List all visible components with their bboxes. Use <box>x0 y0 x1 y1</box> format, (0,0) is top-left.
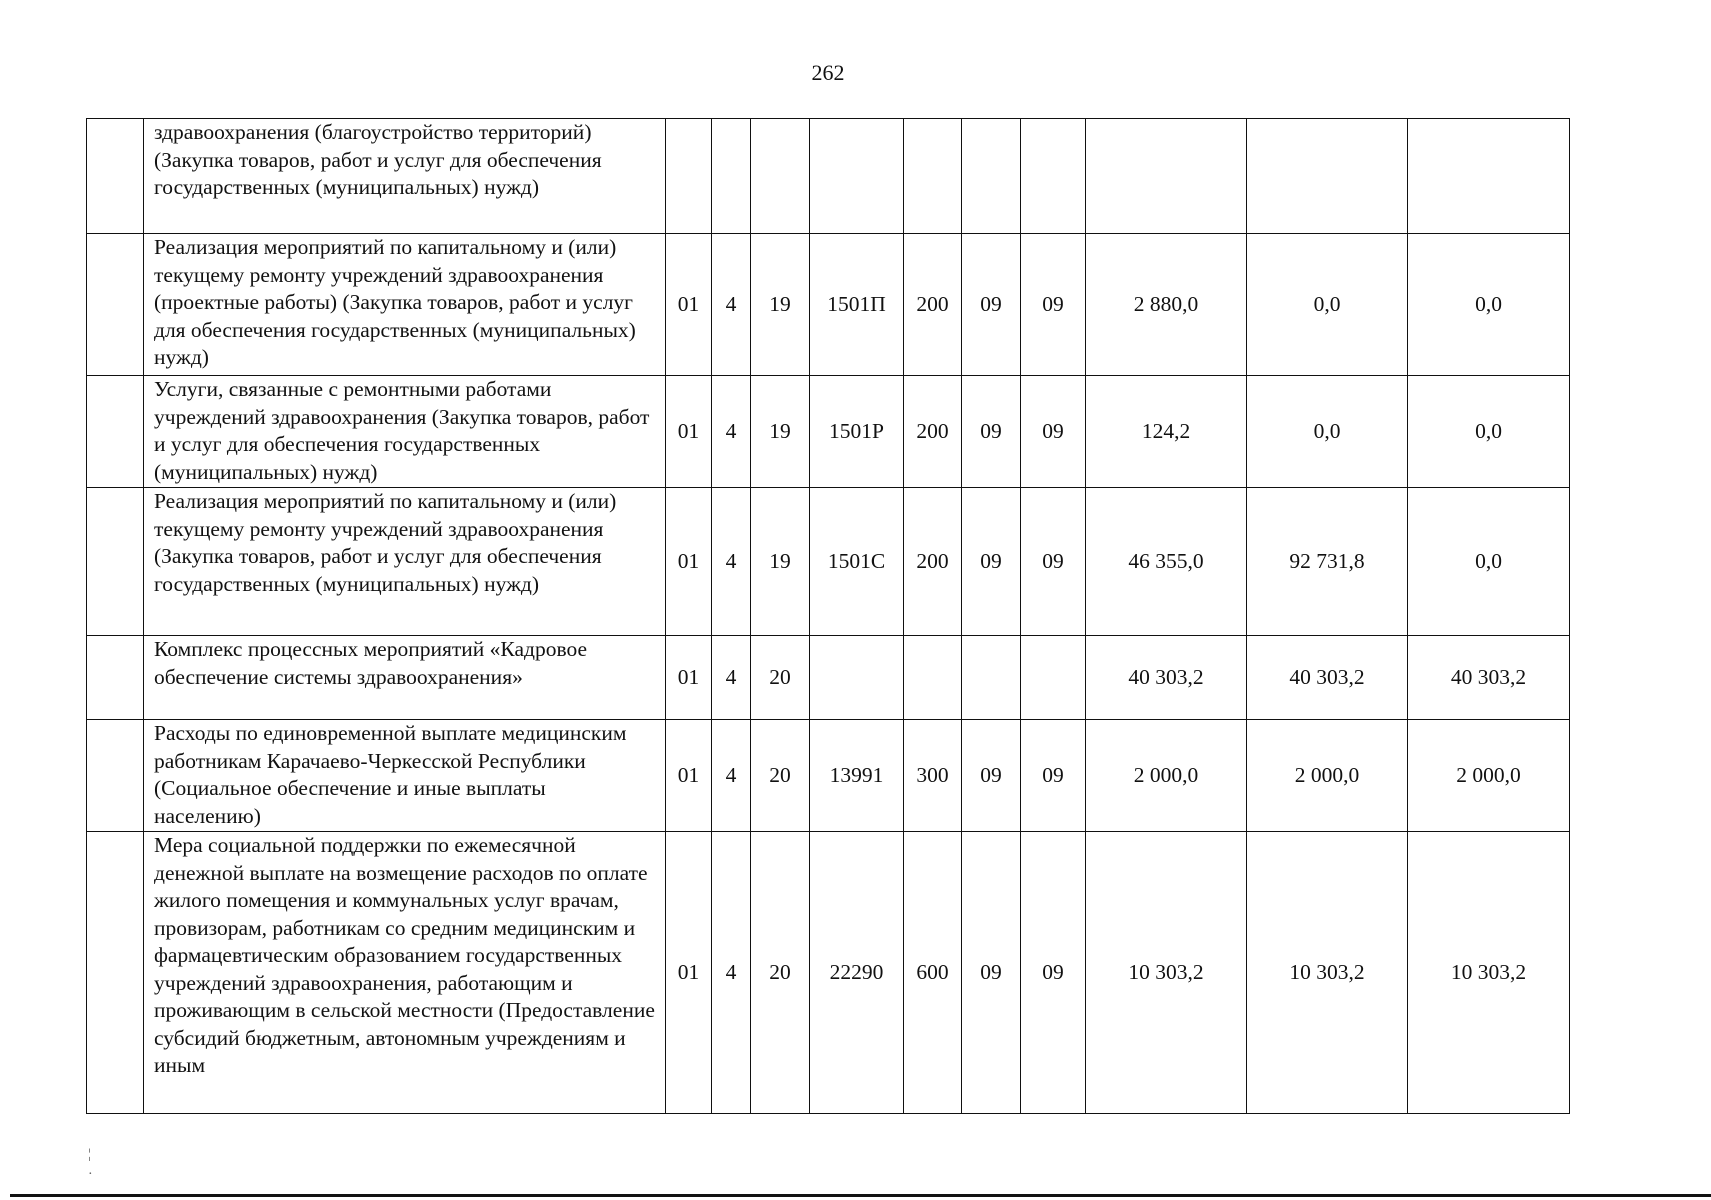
amount-cell: 124,2 <box>1086 376 1247 488</box>
amount-cell: 2 880,0 <box>1086 234 1247 376</box>
amount-cell: 2 000,0 <box>1247 720 1408 832</box>
amount-cell: 0,0 <box>1408 488 1570 636</box>
code-cell: 4 <box>712 720 751 832</box>
code-cell: 4 <box>712 488 751 636</box>
code-cell: 200 <box>904 234 962 376</box>
code-cell <box>962 119 1021 234</box>
table-row <box>87 488 1570 636</box>
table-row <box>87 636 1570 720</box>
table-row <box>87 376 1570 488</box>
code-cell: 09 <box>1021 488 1086 636</box>
code-cell: 09 <box>1021 234 1086 376</box>
code-cell: 1501П <box>810 234 904 376</box>
code-cell <box>751 119 810 234</box>
code-cell: 19 <box>751 234 810 376</box>
amount-cell: 0,0 <box>1247 234 1408 376</box>
code-cell: 09 <box>962 488 1021 636</box>
code-cell <box>904 119 962 234</box>
scan-margin-mark: ¦ <box>88 1147 91 1162</box>
amount-cell <box>1247 119 1408 234</box>
code-cell: 09 <box>1021 376 1086 488</box>
amount-cell: 10 303,2 <box>1408 832 1570 1114</box>
row-marker-cell <box>87 832 144 1114</box>
code-cell: 300 <box>904 720 962 832</box>
amount-cell: 40 303,2 <box>1247 636 1408 720</box>
code-cell: 200 <box>904 376 962 488</box>
table-row <box>87 832 1570 1114</box>
row-description: Реализация мероприятий по капитальному и (или) текущему ремонту учреждений здравоохранения (проектные работы) (Закупка товаров, работ и услуг для обеспечения государственных (муниципальных) нужд) <box>144 234 666 376</box>
code-cell <box>712 119 751 234</box>
code-cell: 19 <box>751 488 810 636</box>
code-cell: 01 <box>666 720 712 832</box>
code-cell <box>1021 636 1086 720</box>
amount-cell: 40 303,2 <box>1086 636 1247 720</box>
code-cell: 09 <box>962 832 1021 1114</box>
table-row <box>87 720 1570 832</box>
row-description: Расходы по единовременной выплате медицинским работникам Карачаево-Черкесской Республики (Социальное обеспечение и иные выплаты населению) <box>144 720 666 832</box>
code-cell: 01 <box>666 234 712 376</box>
scan-margin-mark: · <box>88 1167 93 1182</box>
code-cell: 4 <box>712 636 751 720</box>
row-marker-cell <box>87 636 144 720</box>
amount-cell <box>1408 119 1570 234</box>
page-number: 262 <box>811 60 845 85</box>
amount-cell: 0,0 <box>1408 376 1570 488</box>
code-cell: 09 <box>1021 720 1086 832</box>
row-marker-cell <box>87 720 144 832</box>
amount-cell: 0,0 <box>1408 234 1570 376</box>
code-cell: 20 <box>751 832 810 1114</box>
code-cell: 4 <box>712 234 751 376</box>
code-cell <box>962 636 1021 720</box>
code-cell <box>666 119 712 234</box>
amount-cell: 2 000,0 <box>1408 720 1570 832</box>
scan-bottom-edge <box>10 1194 1711 1197</box>
amount-cell: 2 000,0 <box>1086 720 1247 832</box>
budget-table <box>86 118 1570 1114</box>
code-cell: 200 <box>904 488 962 636</box>
code-cell <box>904 636 962 720</box>
code-cell: 01 <box>666 636 712 720</box>
amount-cell: 46 355,0 <box>1086 488 1247 636</box>
code-cell <box>1021 119 1086 234</box>
code-cell: 09 <box>962 234 1021 376</box>
row-description: Комплекс процессных мероприятий «Кадровое обеспечение системы здравоохранения» <box>144 636 666 720</box>
code-cell: 01 <box>666 376 712 488</box>
code-cell <box>810 119 904 234</box>
amount-cell: 0,0 <box>1247 376 1408 488</box>
code-cell: 4 <box>712 376 751 488</box>
code-cell: 01 <box>666 832 712 1114</box>
row-marker-cell <box>87 119 144 234</box>
table-row <box>87 234 1570 376</box>
row-marker-cell <box>87 376 144 488</box>
amount-cell: 10 303,2 <box>1086 832 1247 1114</box>
code-cell: 600 <box>904 832 962 1114</box>
table-row <box>87 119 1570 234</box>
code-cell: 1501С <box>810 488 904 636</box>
code-cell: 4 <box>712 832 751 1114</box>
row-description: Мера социальной поддержки по ежемесячной денежной выплате на возмещение расходов по оплате жилого помещения и коммунальных услуг врачам, провизорам, работникам со средним медицинским и фармацевтическим образованием государственных учреждений здравоохранения, работающим и проживающим в сельской местности (Предоставление субсидий бюджетным, автономным учреждениям и иным <box>144 832 666 1114</box>
code-cell: 09 <box>962 376 1021 488</box>
code-cell <box>810 636 904 720</box>
row-description: Услуги, связанные с ремонтными работами учреждений здравоохранения (Закупка товаров, работ и услуг для обеспечения государственных (муниципальных) нужд) <box>144 376 666 488</box>
code-cell: 01 <box>666 488 712 636</box>
code-cell: 22290 <box>810 832 904 1114</box>
code-cell: 19 <box>751 376 810 488</box>
code-cell: 20 <box>751 636 810 720</box>
code-cell: 09 <box>962 720 1021 832</box>
code-cell: 13991 <box>810 720 904 832</box>
row-description: здравоохранения (благоустройство территорий) (Закупка товаров, работ и услуг для обеспечения государственных (муниципальных) нужд) <box>144 119 666 234</box>
code-cell: 1501Р <box>810 376 904 488</box>
code-cell: 20 <box>751 720 810 832</box>
row-description: Реализация мероприятий по капитальному и (или) текущему ремонту учреждений здравоохранения (Закупка товаров, работ и услуг для обеспечения государственных (муниципальных) нужд) <box>144 488 666 636</box>
code-cell: 09 <box>1021 832 1086 1114</box>
amount-cell <box>1086 119 1247 234</box>
amount-cell: 92 731,8 <box>1247 488 1408 636</box>
amount-cell: 40 303,2 <box>1408 636 1570 720</box>
row-marker-cell <box>87 234 144 376</box>
amount-cell: 10 303,2 <box>1247 832 1408 1114</box>
row-marker-cell <box>87 488 144 636</box>
